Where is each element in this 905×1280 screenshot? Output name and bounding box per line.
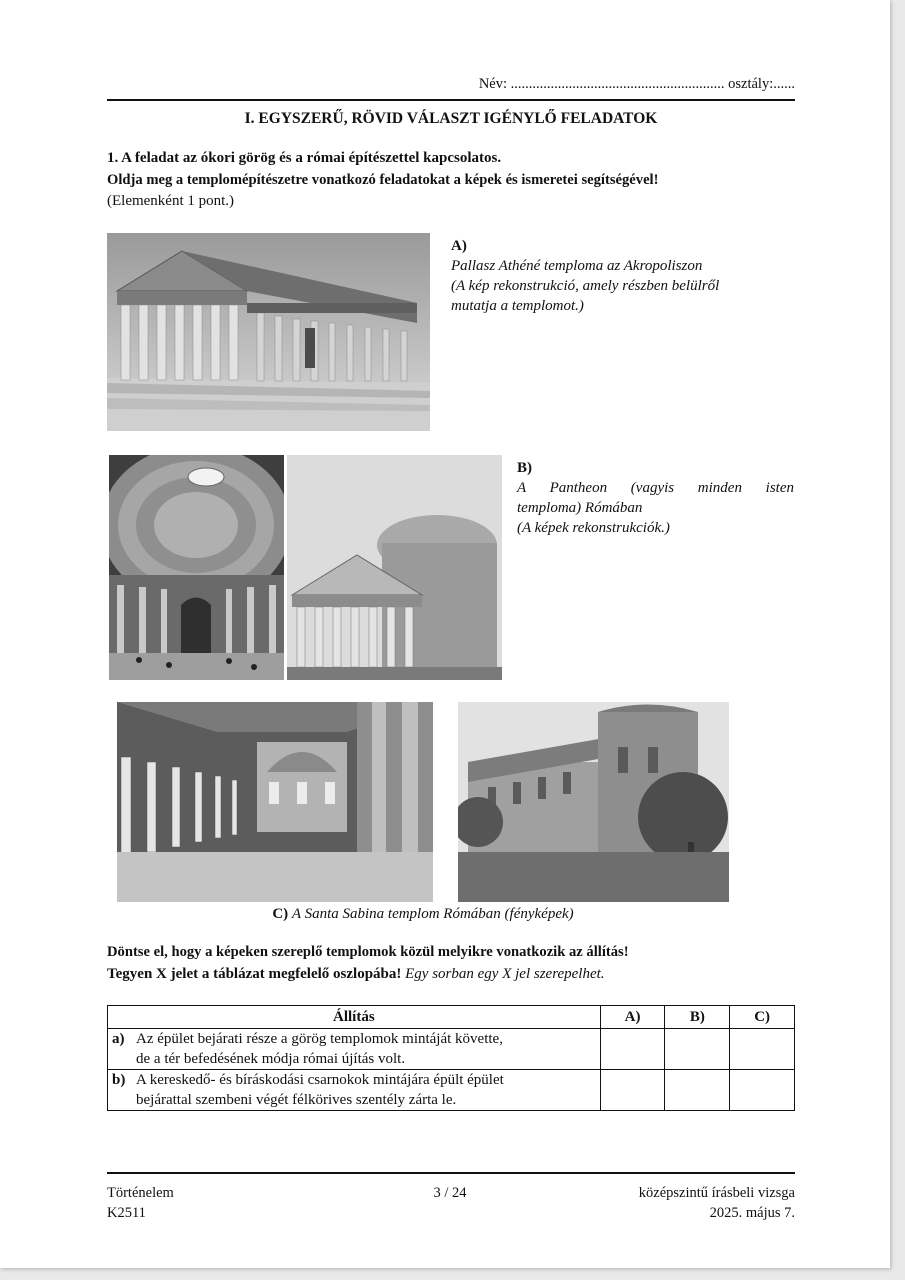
task-line2-bold: Tegyen X jelet a táblázat megfelelő oszlopába! [107,966,402,982]
row-text-line2: bejárattal szembeni végét félkörives szentély zárta le. [136,1092,457,1108]
caption-a [451,236,791,316]
caption-b-line2: temploma) Rómában [517,500,643,516]
caption-a-line2: (A kép rekonstrukció, amely részben belülről [451,278,720,294]
santa-sabina-interior-image [117,702,433,902]
header-b: B) [665,1006,730,1029]
footer-date: 2025. május 7. [709,1205,795,1221]
pantheon-interior-image [109,455,284,680]
caption-b [517,458,794,538]
footer-exam: középszintű írásbeli vizsga [638,1185,795,1201]
table-header-row [108,1006,795,1029]
table-row [108,1070,795,1111]
name-class-header [479,76,795,93]
caption-c-label: C) [272,906,289,922]
question-title: 1. A feladat az ókori görög és a római építészettel kapcsolatos. [107,150,502,166]
row-text-line1: Az épület bejárati része a görög templomok mintáját követte, [136,1031,503,1047]
answer-cell-a-B[interactable] [665,1029,730,1070]
santa-sabina-exterior-image [458,702,729,902]
footer-code: K2511 [107,1205,146,1221]
caption-c [117,904,729,924]
table-row [108,1029,795,1070]
name-dots: ........................................................... [510,76,725,92]
caption-b-label: B) [517,460,532,476]
answer-cell-b-B[interactable] [665,1070,730,1111]
question-instruction: Oldja meg a templomépítészetre vonatkozó feladatokat a képek és ismeretei segítségével! [107,172,659,188]
task-line1: Döntse el, hogy a képeken szereplő templomok közül melyikre vonatkozik az állítás! [107,944,629,960]
answer-cell-a-A[interactable] [600,1029,665,1070]
footer-right [639,1183,795,1223]
caption-b-line1: A Pantheon (vagyis minden isten [517,480,794,496]
row-text-line1: A kereskedő- és bíráskodási csarnokok mintájára épült épület [136,1072,504,1088]
footer-page: 3 / 24 [433,1185,467,1201]
question-points: (Elemenként 1 pont.) [107,193,235,209]
answer-cell-a-C[interactable] [730,1029,795,1070]
task-line2-italic: Egy sorban egy X jel szerepelhet. [405,966,605,982]
row-label: b) [112,1072,126,1088]
footer-rule [107,1172,795,1174]
statement-cell-b [108,1070,601,1111]
caption-c-text: A Santa Sabina templom Rómában (fényképek) [291,906,574,922]
answer-table [107,1005,795,1111]
footer-left [107,1183,174,1223]
row-label: a) [112,1031,125,1047]
header-rule [107,99,795,101]
header-statement: Állítás [108,1006,601,1029]
footer-subject: Történelem [107,1185,174,1201]
statement-cell-a [108,1029,601,1070]
caption-a-label: A) [451,238,467,254]
answer-cell-b-A[interactable] [600,1070,665,1111]
parthenon-image [107,233,430,431]
row-text-line2: de a tér befedésének módja római újítás volt. [136,1051,406,1067]
caption-b-line3: (A képek rekonstrukciók.) [517,520,670,536]
section-title: I. EGYSZERŰ, RÖVID VÁLASZT IGÉNYLŐ FELADATOK [244,110,658,127]
caption-a-line3: mutatja a templomot.) [451,298,584,314]
class-label: osztály:...... [728,76,795,92]
header-a: A) [600,1006,665,1029]
name-label: Név: [478,76,508,92]
answer-cell-b-C[interactable] [730,1070,795,1111]
header-c: C) [730,1006,795,1029]
caption-a-line1: Pallasz Athéné temploma az Akropoliszon [451,258,703,274]
task-line2 [107,966,795,983]
pantheon-exterior-image [287,455,502,680]
